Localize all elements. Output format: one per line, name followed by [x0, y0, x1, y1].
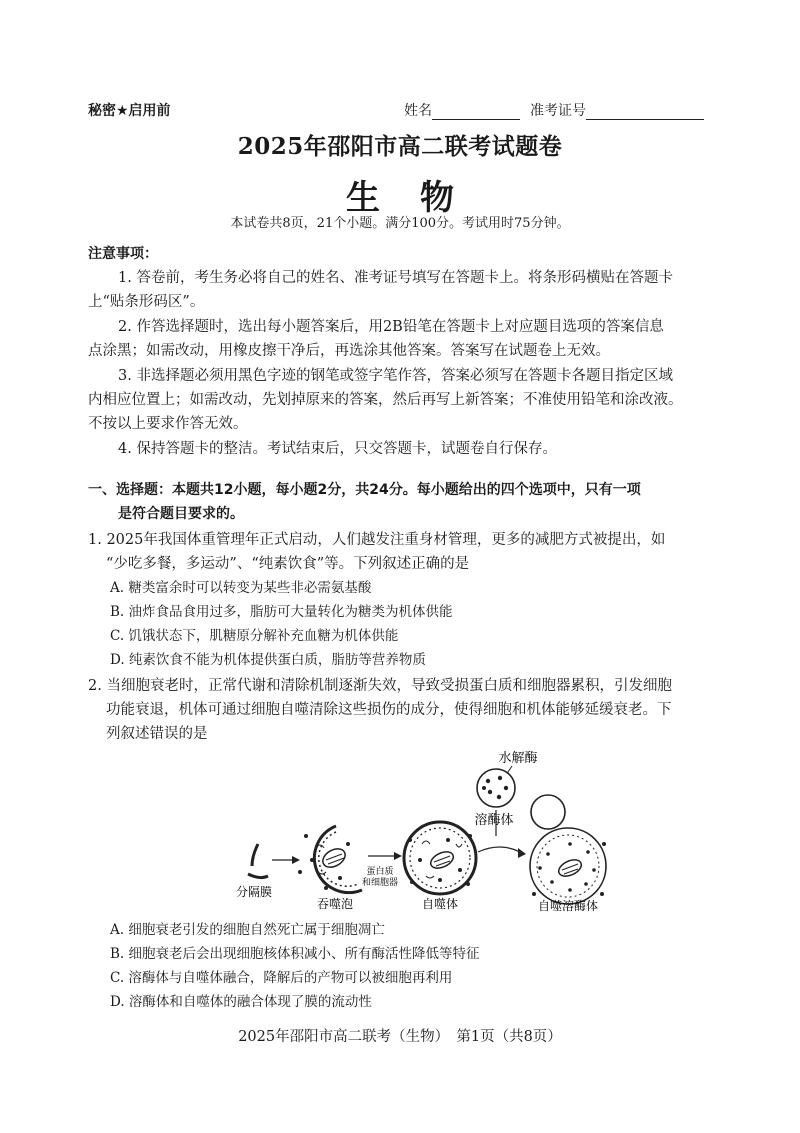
notice-line: 2. 作答选择题时，选出每小题答案后，用2B铅笔在答题卡上对应题目选项的答案信息 [118, 319, 664, 335]
question-stem: 2. 当细胞衰老时，正常代谢和清除机制逐渐失效，导致受损蛋白质和细胞器累积，引发细胞 [88, 678, 672, 694]
notice-line: 内相应位置上；如需改动，先划掉原来的答案，然后再写上新答案；不准使用铅笔和涂改液。 [88, 392, 683, 408]
phagophore [248, 844, 268, 878]
autolysosome [530, 828, 606, 904]
q2-option-c: C. 溶酶体与自噬体融合，降解后的产物可以被细胞再利用 [110, 970, 453, 986]
question-stem: 功能衰退，机体可通过细胞自噬清除这些损伤的成分，使得细胞和机体能够延缓衰老。下 [106, 702, 672, 718]
subject-title: 生物 [346, 178, 494, 218]
notice-line: 点涂黑；如需改动，用橡皮擦干净后，再选涂其他答案。答案写在试题卷上无效。 [88, 343, 610, 359]
question-stem: 列叙述错误的是 [106, 726, 208, 742]
notice-line: 3. 非选择题必须用黑色字迹的钢笔或签字笔作答，答案必须写在答题卡各题目指定区域 [118, 368, 673, 384]
name-label: 姓名 [404, 103, 432, 119]
exam-info: 本试卷共8页，21个小题。满分100分。考试用时75分钟。 [230, 216, 570, 231]
autolysosome-label: 自噬溶酶体 [537, 899, 599, 913]
notice-line: 上“贴条形码区”。 [88, 294, 205, 310]
page-footer: 2025年邵阳市高二联考（生物） 第1页（共8页） [238, 1029, 562, 1045]
id-blank [586, 105, 704, 120]
phagophore-label: 分隔膜 [235, 885, 273, 899]
question-stem: 1. 2025年我国体重管理年正式启动，人们越发注重身材管理，更多的减肥方式被提出，如 [88, 532, 666, 548]
name-blank [432, 105, 520, 120]
lysosome [477, 769, 515, 807]
autophagosome [404, 822, 476, 894]
q1-option-d: D. 纯素饮食不能为机体提供蛋白质，脂肪等营养物质 [110, 652, 426, 668]
q2-option-b: B. 细胞衰老后会出现细胞核体积减小、所有酶活性降低等特征 [110, 946, 480, 962]
vesicle-label: 吞噬泡 [316, 897, 354, 911]
q1-option-b: B. 油炸食品食用过多，脂肪可大量转化为糖类为机体供能 [110, 604, 453, 620]
phagocytic-vesicle [298, 826, 362, 893]
hydrolase-label: 水解酶 [498, 751, 538, 766]
protein-label: 蛋白质 [366, 867, 394, 877]
q2-option-d: D. 溶酶体和自噬体的融合体现了膜的流动性 [110, 994, 372, 1010]
organelle-label: 和细胞器 [361, 878, 399, 888]
autophagosome-label: 自噬体 [421, 897, 459, 911]
question-stem: “少吃多餐，多运动”、“纯素饮食”等。下列叙述正确的是 [106, 556, 470, 572]
confidential-mark: 秘密★启用前 [88, 103, 171, 119]
notice-line: 4. 保持答题卡的整洁。考试结束后，只交答题卡，试题卷自行保存。 [118, 441, 557, 457]
q1-option-a: A. 糖类富余时可以转变为某些非必需氨基酸 [110, 580, 372, 596]
q1-option-c: C. 饥饿状态下，肌糖原分解补充血糖为机体供能 [110, 628, 399, 644]
candidate-fields [404, 100, 704, 120]
autophagy-diagram [0, 748, 800, 918]
id-label: 准考证号 [530, 103, 586, 119]
section-heading: 一、选择题：本题共12小题，每小题2分，共24分。每小题给出的四个选项中，只有一项 [88, 482, 641, 498]
section-heading: 是符合题目要求的。 [118, 506, 244, 522]
fusing-lysosome [531, 795, 565, 829]
lysosome-label: 溶酶体 [474, 813, 514, 828]
notice-line: 不按以上要求作答无效。 [88, 416, 248, 432]
exam-title: 2025年邵阳市高二联考试题卷 [237, 133, 563, 160]
notice-line: 1. 答卷前，考生务必将自己的姓名、准考证号填写在答题卡上。将条形码横贴在答题卡 [118, 270, 673, 286]
q2-option-a: A. 细胞衰老引发的细胞自然死亡属于细胞凋亡 [110, 922, 385, 938]
notice-heading: 注意事项： [88, 246, 158, 262]
